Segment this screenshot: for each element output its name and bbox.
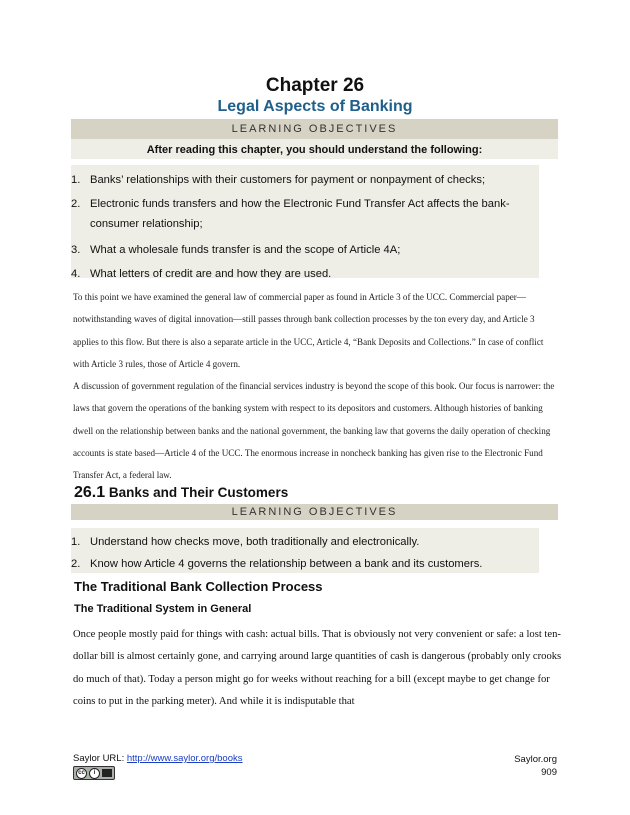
learning-objectives-header: LEARNING OBJECTIVES	[71, 504, 558, 520]
saylor-url-link[interactable]: http://www.saylor.org/books	[126, 753, 243, 764]
cc-license-icon	[73, 766, 115, 780]
learning-objectives-header: LEARNING OBJECTIVES	[71, 119, 558, 139]
paragraph: A discussion of government regulation of the financial services industry is beyond the scope of this book. Our focus is narrower: the laws that govern the operations of the banking system with respect to its depositors and customers. Although histories of banking dwell on the relationship between banks and the national government, the banking law that governs the daily operation of checking accounts is state based—Article 4 of the UCC. The enormous increase in noncheck banking has given rise to the Electronic Fund Transfer Act, a federal law.	[73, 381, 555, 481]
footer-page-info	[514, 753, 557, 779]
page-number: 909	[541, 767, 557, 778]
chapter-title: Chapter 26	[265, 75, 365, 96]
learning-objectives-list	[71, 528, 539, 573]
heading-sub: The Traditional System in General	[74, 603, 252, 615]
list-item: 2. Know how Article 4 governs the relationship between a bank and its customers.	[71, 558, 483, 570]
footer-site: Saylor.org	[514, 754, 557, 765]
footer-url-label: Saylor URL:	[73, 753, 127, 764]
section-title	[74, 484, 288, 502]
list-item: 1. Banks’ relationships with their customers for payment or nonpayment of checks;	[71, 174, 486, 186]
list-item: 2. Electronic funds transfers and how the Electronic Fund Transfer Act affects the bank- consumer relationship;	[71, 198, 510, 230]
by-icon: i	[89, 768, 100, 779]
heading-main: The Traditional Bank Collection Process	[74, 579, 323, 594]
learning-objectives-intro: After reading this chapter, you should understand the following:	[71, 139, 558, 159]
list-item: 3. What a wholesale funds transfer is and the scope of Article 4A;	[71, 244, 401, 256]
cc-icon: cc	[76, 768, 87, 779]
learning-objectives-list	[71, 165, 539, 278]
list-item: 1. Understand how checks move, both traditionally and electronically.	[71, 536, 420, 548]
intro-text	[73, 286, 556, 487]
list-item: 4. What letters of credit are and how they are used.	[71, 268, 332, 280]
section-name: Banks and Their Customers	[108, 485, 289, 500]
body-paragraph: Once people mostly paid for things with cash: actual bills. That is obviously not very convenient or safe: a lost ten-dollar bill is almost certainly gone, and carrying around large quantities of cash is dangerous (probably only crooks do much of that). Today a person might go for weeks without reaching for a bill (except maybe to get change for coins to put in the parking meter). And while it is indisputable that	[73, 629, 562, 707]
chapter-subtitle: Legal Aspects of Banking	[217, 98, 413, 115]
license-label-bar	[102, 769, 112, 777]
section-number: 26.1	[74, 484, 106, 501]
paragraph: To this point we have examined the general law of commercial paper as found in Article 3 of the UCC. Commercial paper—notwithstanding waves of digital innovation—still passes through bank collection processes by the ton every day, and Article 3 applies to this flow. But there is also a separate article in the UCC, Article 4, “Bank Deposits and Collections.” In case of conflict with Article 3 rules, those of Article 4 govern.	[73, 292, 544, 369]
footer-source	[73, 753, 243, 764]
